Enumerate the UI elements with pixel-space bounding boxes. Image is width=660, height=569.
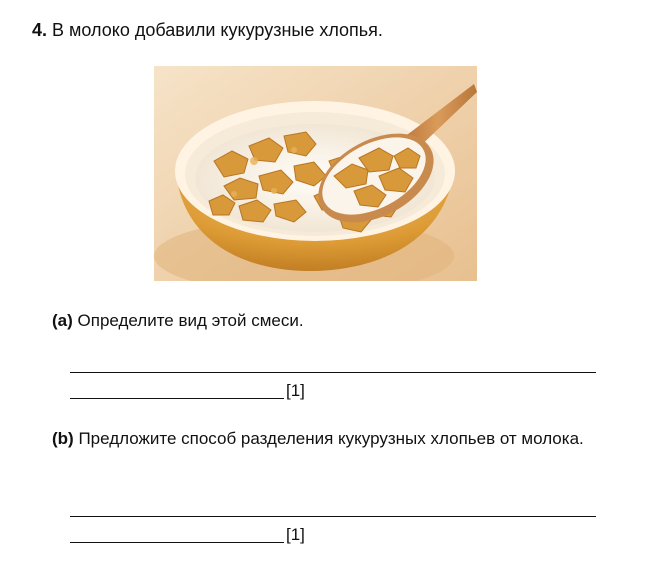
part-a-letter: (a) bbox=[52, 311, 73, 330]
cornflakes-photo bbox=[154, 66, 477, 281]
part-a-answer-line-1[interactable] bbox=[70, 372, 596, 373]
part-b-answer-line-1[interactable] bbox=[70, 516, 596, 517]
part-b-text: Предложите способ разделения кукурузных хлопьев от молока. bbox=[78, 429, 584, 448]
part-a-mark: [1] bbox=[286, 381, 305, 400]
part-b-mark: [1] bbox=[286, 525, 305, 544]
part-a-answer-line-2[interactable] bbox=[70, 398, 284, 399]
part-b-letter: (b) bbox=[52, 429, 74, 448]
question-title bbox=[32, 19, 383, 41]
question-number: 4. bbox=[32, 20, 48, 40]
cornflakes-bowl-illustration bbox=[154, 66, 477, 281]
part-b-answer-line-2[interactable] bbox=[70, 542, 284, 543]
part-b-prompt bbox=[52, 427, 612, 451]
part-a-prompt bbox=[52, 309, 304, 333]
part-a-text: Определите вид этой смеси. bbox=[77, 311, 304, 330]
question-text: В молоко добавили кукурузные хлопья. bbox=[52, 20, 383, 40]
